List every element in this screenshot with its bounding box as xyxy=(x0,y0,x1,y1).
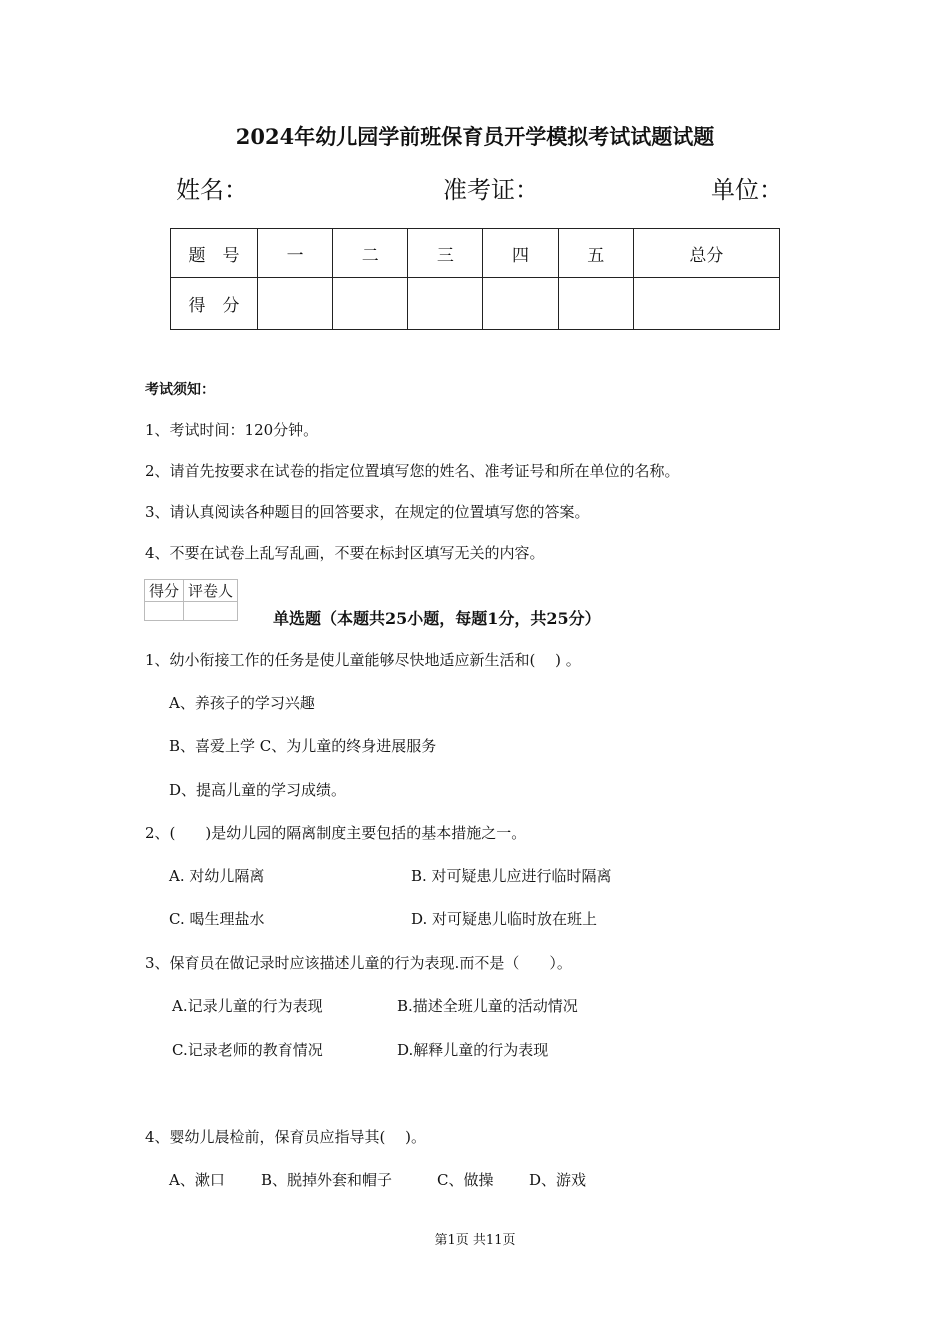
score-cell[interactable] xyxy=(258,278,333,330)
grader-score-label: 得分 xyxy=(145,580,184,602)
question-option: A、养孩子的学习兴趣 xyxy=(169,694,315,712)
grader-score-cell[interactable] xyxy=(145,602,184,621)
exam-id-field-label: 准考证： xyxy=(443,176,539,204)
score-cell[interactable] xyxy=(558,278,633,330)
question-stem: 3、保育员在做记录时应该描述儿童的行为表现.而不是（ ）。 xyxy=(145,954,572,972)
section-title: 单选题（本题共25小题，每题1分，共25分） xyxy=(273,609,601,628)
score-row-label: 得 分 xyxy=(171,278,258,330)
score-table-score-row xyxy=(171,278,780,330)
notice-item: 2、请首先按要求在试卷的指定位置填写您的姓名、准考证号和所在单位的名称。 xyxy=(145,462,680,480)
question-stem: 4、婴幼儿晨检前，保育员应指导其( )。 xyxy=(145,1128,427,1146)
question-option: C、做操 xyxy=(437,1171,494,1189)
score-table-header-cell: 三 xyxy=(408,229,483,278)
grader-box xyxy=(144,579,238,621)
question-option: D、提高儿童的学习成绩。 xyxy=(169,781,347,799)
score-table-header-cell: 二 xyxy=(333,229,408,278)
question-option: A.记录儿童的行为表现 xyxy=(172,997,323,1015)
question-option: D、游戏 xyxy=(529,1171,587,1189)
score-table-header-cell: 一 xyxy=(258,229,333,278)
question-option: B. 对可疑患儿应进行临时隔离 xyxy=(411,867,612,885)
unit-field-label: 单位： xyxy=(711,176,783,204)
score-table xyxy=(170,228,780,330)
question-option: A、漱口 xyxy=(169,1171,225,1189)
grader-reviewer-label: 评卷人 xyxy=(184,580,238,602)
score-table-header-cell: 题 号 xyxy=(171,229,258,278)
score-cell[interactable] xyxy=(633,278,779,330)
score-cell[interactable] xyxy=(408,278,483,330)
score-cell[interactable] xyxy=(333,278,408,330)
question-option: B、脱掉外套和帽子 xyxy=(261,1171,393,1189)
page-title: 2024年幼儿园学前班保育员开学模拟考试试题试题 xyxy=(235,124,715,149)
notice-item: 3、请认真阅读各种题目的回答要求，在规定的位置填写您的答案。 xyxy=(145,503,590,521)
notice-heading: 考试须知： xyxy=(145,382,215,398)
question-option: C. 喝生理盐水 xyxy=(169,910,265,928)
score-table-header-row xyxy=(171,229,780,278)
page-footer: 第1页 共11页 xyxy=(434,1233,516,1248)
question-option: B、喜爱上学 C、为儿童的终身进展服务 xyxy=(169,737,437,755)
notice-item: 4、不要在试卷上乱写乱画，不要在标封区填写无关的内容。 xyxy=(145,544,545,562)
name-field-label: 姓名： xyxy=(176,176,248,204)
notice-item: 1、考试时间：120分钟。 xyxy=(145,421,319,439)
score-table-header-cell: 四 xyxy=(483,229,558,278)
question-option: D.解释儿童的行为表现 xyxy=(397,1041,549,1059)
score-table-header-cell: 五 xyxy=(558,229,633,278)
grader-reviewer-cell[interactable] xyxy=(184,602,238,621)
question-option: C.记录老师的教育情况 xyxy=(172,1041,323,1059)
question-option: B.描述全班儿童的活动情况 xyxy=(397,997,578,1015)
score-table-header-cell: 总分 xyxy=(633,229,779,278)
question-option: A. 对幼儿隔离 xyxy=(169,867,265,885)
question-stem: 2、( )是幼儿园的隔离制度主要包括的基本措施之一。 xyxy=(145,824,527,842)
score-cell[interactable] xyxy=(483,278,558,330)
question-option: D. 对可疑患儿临时放在班上 xyxy=(411,910,598,928)
question-stem: 1、幼小衔接工作的任务是使儿童能够尽快地适应新生活和( ) 。 xyxy=(145,651,581,669)
